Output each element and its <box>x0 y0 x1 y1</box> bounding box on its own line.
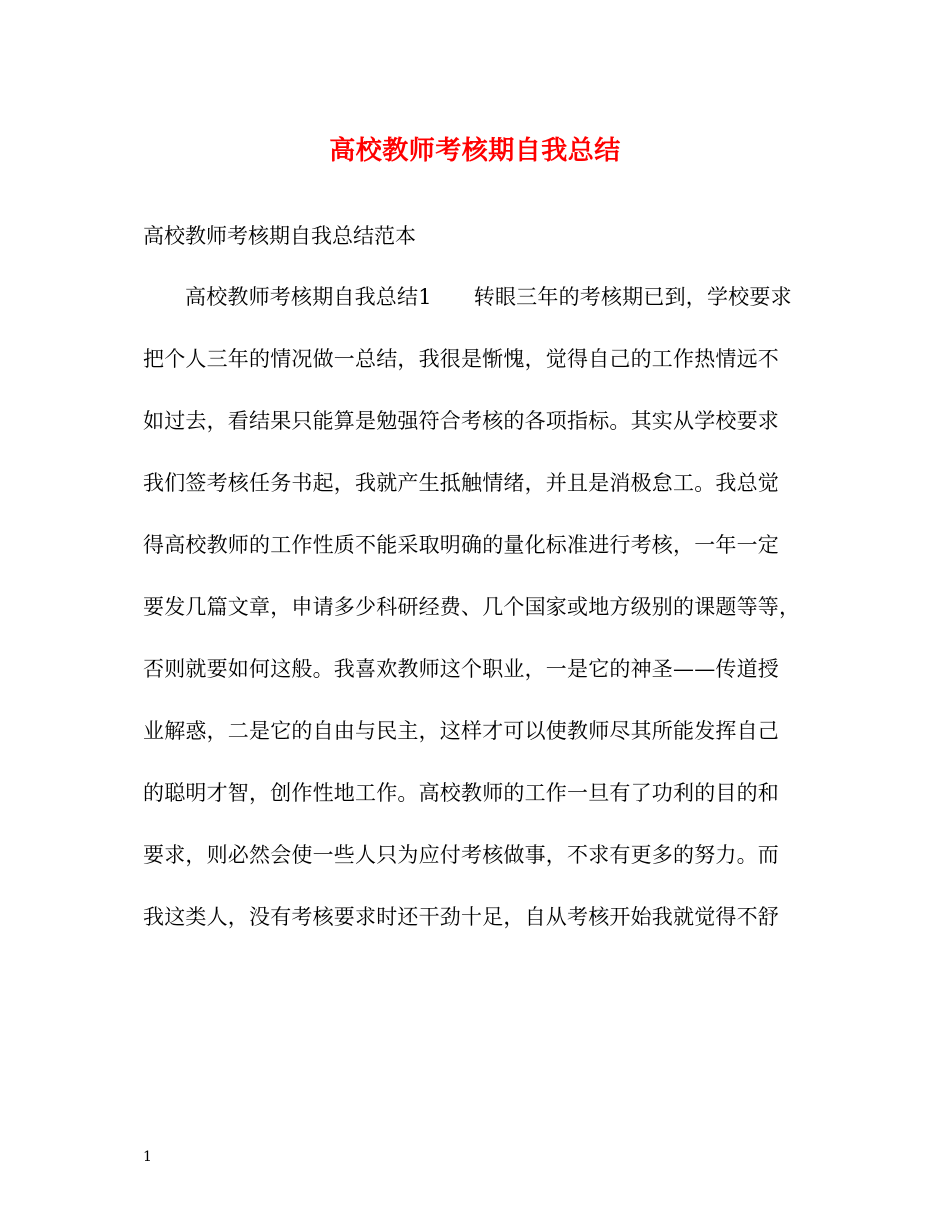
body-line: 的聪明才智，创作性地工作。高校教师的工作一旦有了功利的目的和 <box>143 781 779 805</box>
body-line <box>143 277 823 339</box>
body-line: 如过去，看结果只能算是勉强符合考核的各项指标。其实从学校要求 <box>143 409 779 433</box>
body-line-text: 转眼三年的考核期已到，学校要求 <box>473 285 792 309</box>
document-subtitle: 高校教师考核期自我总结范本 <box>143 224 416 248</box>
body-line: 要发几篇文章，申请多少科研经费、几个国家或地方级别的课题等等， <box>143 595 801 619</box>
body-line: 我们签考核任务书起，我就产生抵触情绪，并且是消极怠工。我总觉 <box>143 471 779 495</box>
body-text <box>143 277 823 959</box>
document-title: 高校教师考核期自我总结 <box>329 136 621 166</box>
body-line: 否则就要如何这般。我喜欢教师这个职业，一是它的神圣——传道授 <box>143 657 779 681</box>
body-line: 把个人三年的情况做一总结，我很是惭愧，觉得自己的工作热情远不 <box>143 347 779 371</box>
page-number: 1 <box>143 1149 152 1165</box>
body-line: 要求，则必然会使一些人只为应付考核做事，不求有更多的努力。而 <box>143 843 779 867</box>
body-line: 我这类人，没有考核要求时还干劲十足，自从考核开始我就觉得不舒 <box>143 905 779 929</box>
section-heading: 高校教师考核期自我总结1 <box>185 285 432 309</box>
body-line: 业解惑，二是它的自由与民主，这样才可以使教师尽其所能发挥自己 <box>143 719 779 743</box>
body-line: 得高校教师的工作性质不能采取明确的量化标准进行考核，一年一定 <box>143 533 779 557</box>
